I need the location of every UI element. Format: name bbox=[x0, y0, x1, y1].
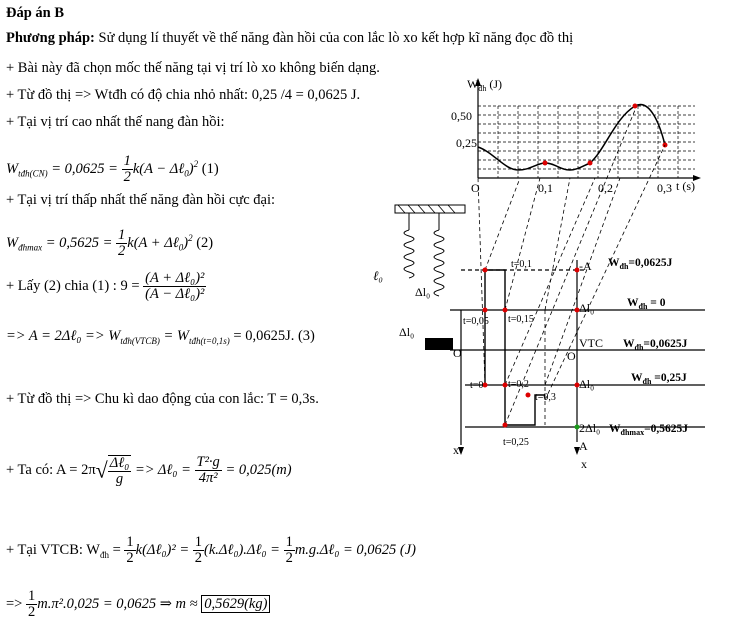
svg-text:t=0,25: t=0,25 bbox=[503, 437, 529, 448]
svg-text:O: O bbox=[567, 349, 576, 363]
svg-text:Wđh =0,25J: $W_{đh} =0,25J$ bbox=[631, 372, 687, 386]
text-line-3: + Tại vị trí cao nhất thế nang đàn hồi: bbox=[6, 114, 225, 130]
energy-labels bbox=[608, 257, 688, 437]
svg-text:x: x bbox=[581, 457, 587, 470]
svg-text:O: O bbox=[453, 346, 462, 360]
svg-text:Wđhmax=0,5625J: $W_{đhmax}=0,5625J$ bbox=[609, 423, 688, 437]
equation-2: $W_{đhmax} = 0,5625$ = $\frac{1}{2}$ k(A + Δℓ$_0$)$^2$ (2) bbox=[6, 227, 214, 259]
spring-apparatus bbox=[373, 205, 465, 350]
equation-4: => A = 2Δℓ₀ => $W_{tđh(VTCB)} = W_{tđh(t=0,1s)} = 0,0625J$. (3) bbox=[6, 328, 315, 346]
x-tick-01: 0,1 bbox=[538, 181, 553, 195]
energy-figure bbox=[365, 70, 725, 470]
y-axis-label: $W_{đh}$ (J) bbox=[467, 77, 502, 93]
dl0-label-2: Δl₀ bbox=[399, 325, 415, 339]
text-line-4: + Tại vị trí thấp nhất thế năng đàn hồi cực đại: bbox=[6, 192, 276, 208]
svg-text:t=0,05: t=0,05 bbox=[463, 316, 489, 327]
y-tick-050: 0,50 bbox=[451, 109, 472, 123]
svg-text:t=0: t=0 bbox=[470, 380, 484, 391]
y-tick-025: 0,25 bbox=[456, 136, 477, 150]
answer-heading: Đáp án B bbox=[6, 5, 65, 21]
text-line-5: + Từ đồ thị => Chu kì dao động của con lắc: T = 0,3s. bbox=[6, 391, 319, 407]
svg-text:A: A bbox=[579, 439, 588, 453]
time-labels bbox=[463, 259, 556, 448]
svg-text:t=0,2: t=0,2 bbox=[508, 379, 529, 390]
l0-label: ℓ₀ bbox=[373, 268, 383, 283]
method-label: Phương pháp: bbox=[6, 30, 95, 46]
svg-text:2Δl₀: 2Δl₀ bbox=[579, 421, 601, 435]
text-line-1: + Bài này đã chọn mốc thế năng tại vị trí lò xo không biến dạng. bbox=[6, 60, 380, 76]
equation-1: $W_{tđh(CN)} = 0,0625$ = $\frac{1}{2}$ k(A − Δℓ$_0$)$^2$ (1) bbox=[6, 153, 219, 185]
equation-7: => $\frac{1}{2}$ m.π².0,025 = 0,0625 ⇒ m ≈ 0,5629(kg) bbox=[6, 588, 270, 620]
svg-text:t=0,1: t=0,1 bbox=[511, 259, 532, 270]
svg-text:Δl₀: Δl₀ bbox=[579, 377, 595, 391]
method-text: Sử dụng lí thuyết về thế năng đàn hồi của con lắc lò xo kết hợp kĩ năng đọc đồ thị bbox=[94, 30, 574, 46]
equation-6: + Tại VTCB: $W_{đh}$ = $\frac{1}{2}$ k(Δℓ₀)² = $\frac{1}{2}$ (k.Δℓ₀).Δℓ₀ = $\frac{1}{2}$ m.g.Δℓ₀ = 0,0625 (J) bbox=[6, 534, 417, 567]
final-answer-box: 0,5629(kg) bbox=[201, 595, 270, 613]
x-tick-02: 0,2 bbox=[598, 181, 613, 195]
x-unit-label: t (s) bbox=[676, 179, 695, 193]
equation-5: + Ta có: A = 2π√ $\frac{\text{Δℓ₀}}{g}$ => Δℓ₀ = $\frac{\text{T²·g}}{\text{4π²}}$ = 0,025(m) bbox=[6, 454, 292, 487]
svg-text:VTC: VTC bbox=[579, 336, 603, 350]
energy-graph bbox=[451, 77, 701, 195]
origin-label: O bbox=[471, 181, 480, 195]
svg-text:x: x bbox=[453, 443, 459, 457]
svg-text:t=0,3: t=0,3 bbox=[535, 392, 556, 403]
svg-text:Wđh=0,0625J: $W_{đh}=0,0625J$ bbox=[623, 338, 688, 352]
x-tick-03: 0,3 bbox=[657, 181, 672, 195]
svg-text:Wđh = 0: $W_{đh} = 0$ bbox=[627, 297, 666, 311]
svg-text:t=0,15: t=0,15 bbox=[508, 314, 534, 325]
method-line bbox=[6, 29, 573, 47]
svg-text:Δl₀: Δl₀ bbox=[579, 301, 595, 315]
equation-3: + Lấy (2) chia (1) : 9 = $\frac{\text{(A + Δℓ₀)²}}{\text{(A − Δℓ₀)²}}$ bbox=[6, 270, 205, 303]
dl0-label-1: Δl₀ bbox=[415, 285, 431, 299]
svg-text:Wđh=0,0625J: $W_{đh}=0,0625J$ bbox=[608, 257, 673, 271]
svg-text:-A: -A bbox=[579, 259, 592, 273]
text-line-2: + Từ đồ thị => Wtđh có độ chia nhỏ nhất: 0,25 /4 = 0,0625 J. bbox=[6, 87, 361, 103]
